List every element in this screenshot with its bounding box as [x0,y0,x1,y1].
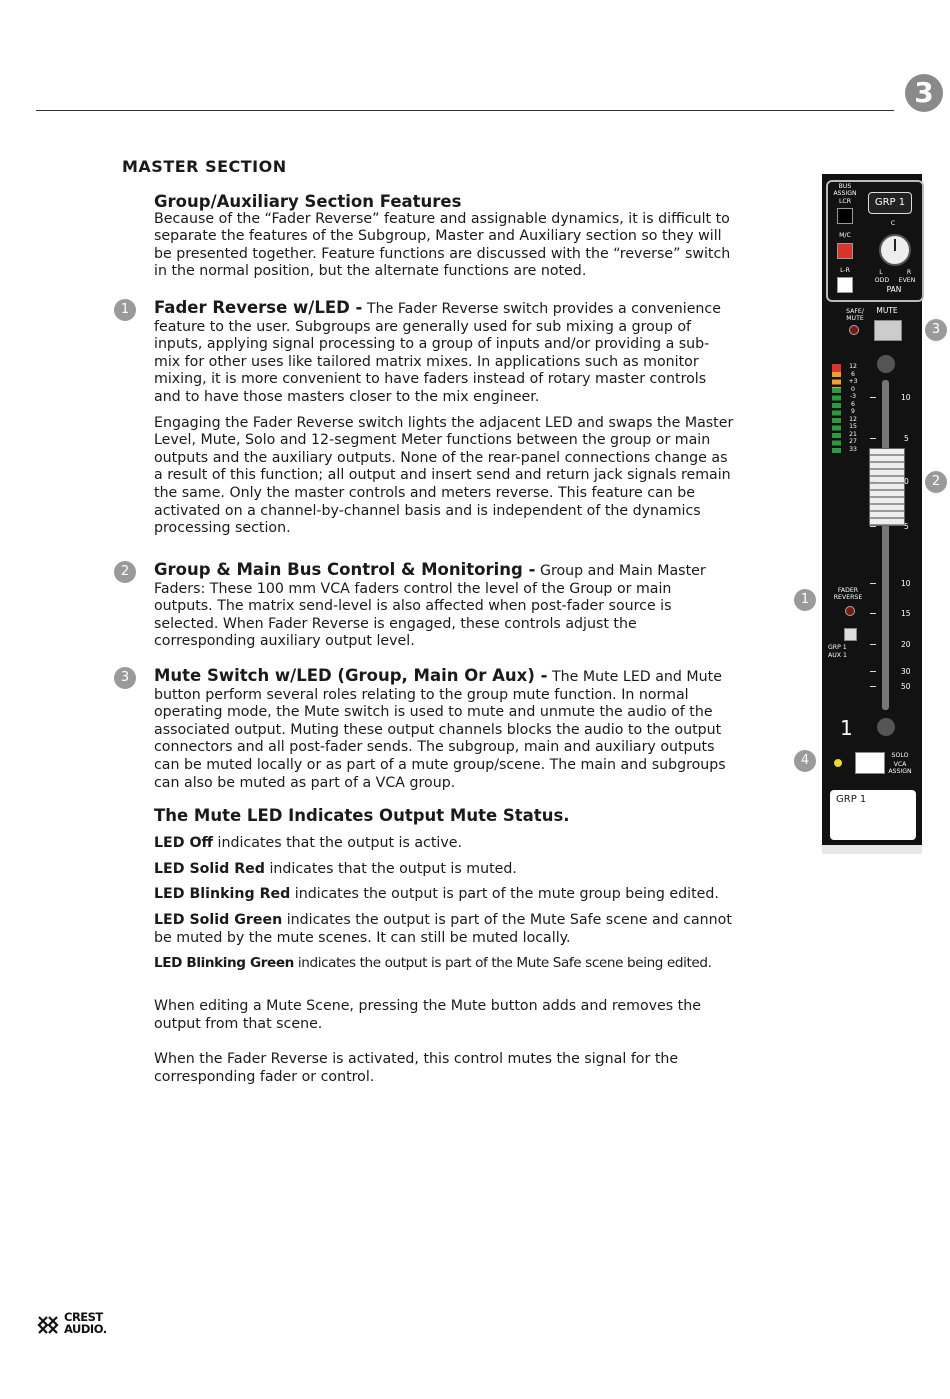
callout-1: 1 [114,299,136,321]
led-state-solid-green: LED Solid Green indicates the output is part of the Mute Safe scene and cannot be muted by the mute scenes. It can still be muted locally. [154,912,732,946]
callout-3: 3 [114,667,136,689]
pan-c-label: C [890,220,896,227]
section-title: MASTER SECTION [122,157,287,176]
logo-text: CREST AUDIO. [64,1310,107,1336]
strip-bottom [822,845,922,854]
item-3-heading: Mute Switch w/LED (Group, Main Or Aux) - [154,666,548,685]
fader-track [882,380,889,710]
header-rule [36,110,894,111]
chapter-badge: 3 [905,74,943,112]
even-label: EVEN [898,277,916,284]
pan-r-label: R [906,269,912,276]
led-state-blinking-green: LED Blinking Green indicates the output is part of the Mute Safe scene being edited. [154,955,712,971]
mute-label: MUTE [876,306,898,315]
safe-mute-label: SAFE/ MUTE [846,308,864,322]
intro-block [154,193,734,281]
mc-label: M/C [839,232,851,239]
item-fader-reverse [154,299,734,538]
intro-body: Because of the “Fader Reverse” feature and assignable dynamics, it is difficult to separate the features of the Subgroup, Master and Auxiliary section so they will be presented together. Feature functions are discussed with the “reverse” switch in the normal position, but the alternate functions are noted. [154,210,731,280]
mc-button[interactable] [837,243,853,259]
item-bus-control [154,561,734,651]
mute-note-1: When editing a Mute Scene, pressing the Mute button adds and removes the output from that scene. [154,998,701,1032]
led-state-blinking-red: LED Blinking Red indicates the output is part of the mute group being edited. [154,886,719,902]
mute-note-2: When the Fader Reverse is activated, this control mutes the signal for the corresponding fader or control. [154,1051,679,1085]
item-1-heading: Fader Reverse w/LED - [154,298,363,317]
fader-bottom-cap [877,718,895,736]
lr-button[interactable] [837,277,853,293]
channel-number: 1 [840,716,853,740]
item-1-body: The Fader Reverse switch provides a convenience feature to the user. Subgroups are generally used for sub mixing a group of inputs, applying signal processing to a group of inputs and/or providing a sub-mix for other uses like tailored matrix mixes. In applications such as monitor mixing, it is more convenient to have faders instead of rotary master controls and to have those masters closer to the mix engineer. [154,301,721,405]
strip-callout-4: 4 [794,750,816,772]
meter-seg-green [832,388,841,454]
lr-label: L-R [840,267,850,274]
strip-callout-1: 1 [794,589,816,611]
item-1-body2: Engaging the Fader Reverse switch lights the adjacent LED and swaps the Master Level, Mute, Solo and 12-segment Meter functions between the group or main outputs and the auxiliary outputs. None of the rear-panel connections change as a result of this function; all output and insert send and return jack signals remain the same. Only the master controls and meters reverse. This feature can be activated on a channel-by-channel basis and is independent of the dynamics processing section. [154,414,734,537]
lcr-label: LCR [838,198,852,205]
solo-button[interactable] [855,752,885,774]
fader-reverse-label: FADER REVERSE [833,587,863,601]
item-mute-switch [154,667,734,792]
intro-heading: Group/Auxiliary Section Features [154,192,462,211]
scribble-strip: GRP 1 [830,790,916,840]
pan-knob[interactable] [879,234,911,266]
fader-top-cap [877,355,895,373]
led-state-off: LED Off indicates that the output is active. [154,835,462,851]
fader-reverse-button[interactable] [844,628,857,641]
mute-led [849,325,859,335]
fader-cap[interactable] [869,448,905,526]
aux1-small-label: AUX 1 [828,652,847,659]
item-2-body: Group and Main Master Faders: These 100 mm VCA faders control the level of the Group or main outputs. The matrix send-level is also affected when post-fader source is selected. When Fader Reverse is engaged, these controls adjust the corresponding auxiliary output level. [154,563,706,650]
bus-assign-label: BUS ASSIGN [833,183,857,197]
pan-l-label: L [879,269,883,276]
mute-led-heading: The Mute LED Indicates Output Mute Status. [154,806,570,825]
meter-scale: 12 6 +3 0 -3 6 9 12 15 21 27 33 [848,363,858,453]
strip-callout-3: 3 [925,319,947,341]
odd-label: ODD [874,277,890,284]
meter-seg-amber [832,372,841,388]
vca-assign-label: VCA ASSIGN [888,761,912,775]
lcr-button[interactable] [837,208,853,224]
solo-led [834,759,842,767]
strip-callout-2: 2 [925,471,947,493]
item-2-heading: Group & Main Bus Control & Monitoring - [154,560,536,579]
fader-reverse-led [845,606,855,616]
led-state-solid-red: LED Solid Red indicates that the output is muted. [154,861,517,877]
grp1-small-label: GRP 1 [828,644,847,651]
grp-display: GRP 1 [868,192,912,214]
pan-label: PAN [886,285,902,294]
callout-2: 2 [114,561,136,583]
mute-button[interactable] [874,320,902,341]
meter-seg-red [832,364,841,372]
solo-label: SOLO [891,752,909,759]
mute-led-heading-block [154,807,734,825]
item-3-body: The Mute LED and Mute button perform several roles relating to the group mute function. In normal operating mode, the Mute switch is used to mute and unmute the audio of the associated output. Muting these output channels blocks the audio to the output connectors and all post-fader sends. The subgroup, main and auxiliary outputs can be muted locally or as part of a mute group/scene. The main and subgroups can also be muted as part of a VCA group. [154,669,726,791]
